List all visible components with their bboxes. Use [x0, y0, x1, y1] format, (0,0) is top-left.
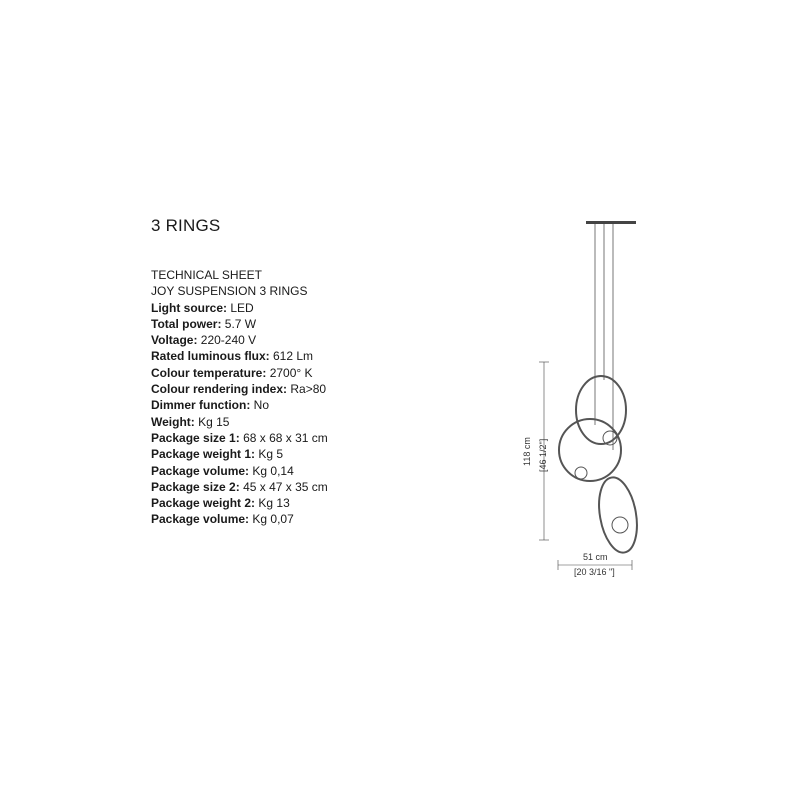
- ceiling-canopy: [586, 221, 636, 224]
- spec-value: Kg 13: [255, 496, 290, 511]
- spec-list: [151, 300, 328, 528]
- spec-value: Kg 5: [255, 447, 284, 462]
- globe: [612, 517, 628, 533]
- height-cm-label: 118 cm: [522, 437, 532, 466]
- spec-row: [151, 495, 328, 511]
- spec-label: Package volume:: [151, 512, 250, 527]
- spec-value: Kg 15: [194, 414, 230, 429]
- spec-label: Package size 1:: [151, 430, 240, 445]
- spec-label: Package volume:: [151, 463, 250, 478]
- spec-value: Ra>80: [287, 382, 327, 397]
- ring-middle: [559, 419, 621, 481]
- spec-row: [151, 348, 328, 364]
- spec-value: Kg 0,14: [249, 463, 294, 478]
- spec-value: 45 x 47 x 35 cm: [239, 479, 328, 494]
- spec-row: [151, 511, 328, 527]
- spec-row: [151, 414, 328, 430]
- product-name: JOY SUSPENSION 3 RINGS: [151, 284, 308, 299]
- spec-row: [151, 316, 328, 332]
- spec-value: LED: [227, 300, 254, 315]
- spec-label: Package weight 2:: [151, 496, 256, 511]
- spec-label: Dimmer function:: [151, 398, 251, 413]
- spec-row: [151, 446, 328, 462]
- height-in-label: [46 1/2"]: [538, 438, 548, 472]
- spec-label: Total power:: [151, 316, 222, 331]
- spec-row: [151, 332, 328, 348]
- spec-row: [151, 397, 328, 413]
- spec-label: Weight:: [151, 414, 195, 429]
- spec-row: [151, 365, 328, 381]
- globe: [575, 467, 587, 479]
- spec-row: [151, 479, 328, 495]
- spec-row: [151, 300, 328, 316]
- spec-value: No: [250, 398, 270, 413]
- spec-label: Colour temperature:: [151, 365, 267, 380]
- spec-row: [151, 463, 328, 479]
- spec-label: Voltage:: [151, 333, 198, 348]
- spec-value: 2700° K: [266, 365, 313, 380]
- ring-top: [576, 376, 626, 444]
- spec-label: Light source:: [151, 300, 228, 315]
- spec-value: 5.7 W: [221, 316, 257, 331]
- technical-sheet: [151, 267, 328, 528]
- width-in-label: [20 3/16 "]: [574, 567, 615, 577]
- sheet-heading: TECHNICAL SHEET: [151, 268, 262, 282]
- lamp-dimension-drawing: [500, 210, 660, 590]
- spec-label: Colour rendering index:: [151, 382, 288, 397]
- spec-label: Package size 2:: [151, 479, 240, 494]
- spec-row: [151, 381, 328, 397]
- spec-value: Kg 0,07: [249, 512, 294, 527]
- width-cm-label: 51 cm: [583, 552, 608, 562]
- spec-value: 220-240 V: [197, 333, 257, 348]
- spec-label: Rated luminous flux:: [151, 349, 270, 364]
- ring-bottom: [594, 474, 643, 555]
- spec-label: Package weight 1:: [151, 447, 256, 462]
- page-title: 3 RINGS: [151, 216, 221, 235]
- spec-row: [151, 430, 328, 446]
- spec-value: 612 Lm: [269, 349, 314, 364]
- spec-value: 68 x 68 x 31 cm: [239, 430, 328, 445]
